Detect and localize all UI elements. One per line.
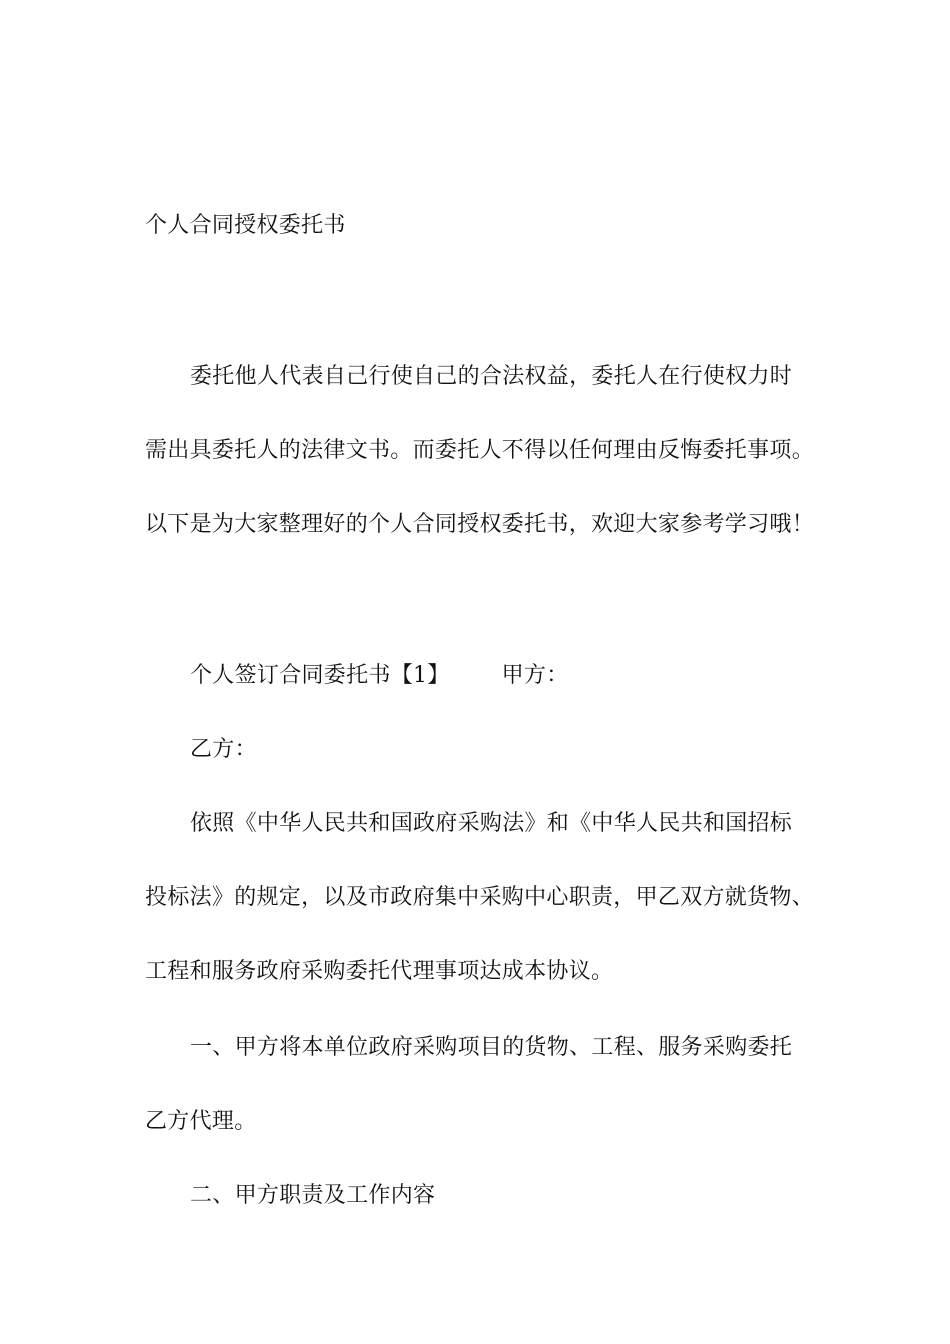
basis-line-1: 依照《中华人民共和国政府采购法》和《中华人民共和国招标 bbox=[190, 811, 793, 836]
party-b-label: 乙方： bbox=[190, 737, 257, 762]
clause-2-heading: 二、甲方职责及工作内容 bbox=[190, 1183, 436, 1208]
party-a-label: 甲方： bbox=[501, 663, 569, 688]
basis-line-2: 投标法》的规定，以及市政府集中采购中心职责，甲乙双方就货物、 bbox=[145, 885, 815, 910]
section-heading: 个人签订合同委托书【1】 bbox=[190, 663, 450, 688]
intro-line-3: 以下是为大家整理好的个人合同授权委托书，欢迎大家参考学习哦！ bbox=[145, 512, 815, 537]
clause-1-line-1: 一、甲方将本单位政府采购项目的货物、工程、服务采购委托 bbox=[190, 1035, 793, 1060]
intro-line-1: 委托他人代表自己行使自己的合法权益，委托人在行使权力时 bbox=[190, 364, 793, 389]
intro-line-2: 需出具委托人的法律文书。而委托人不得以任何理由反悔委托事项。 bbox=[145, 438, 815, 463]
document-title: 个人合同授权委托书 bbox=[145, 213, 346, 238]
clause-1-line-2: 乙方代理。 bbox=[145, 1109, 257, 1134]
section-heading-line bbox=[190, 661, 569, 691]
basis-line-3: 工程和服务政府采购委托代理事项达成本协议。 bbox=[145, 959, 614, 984]
